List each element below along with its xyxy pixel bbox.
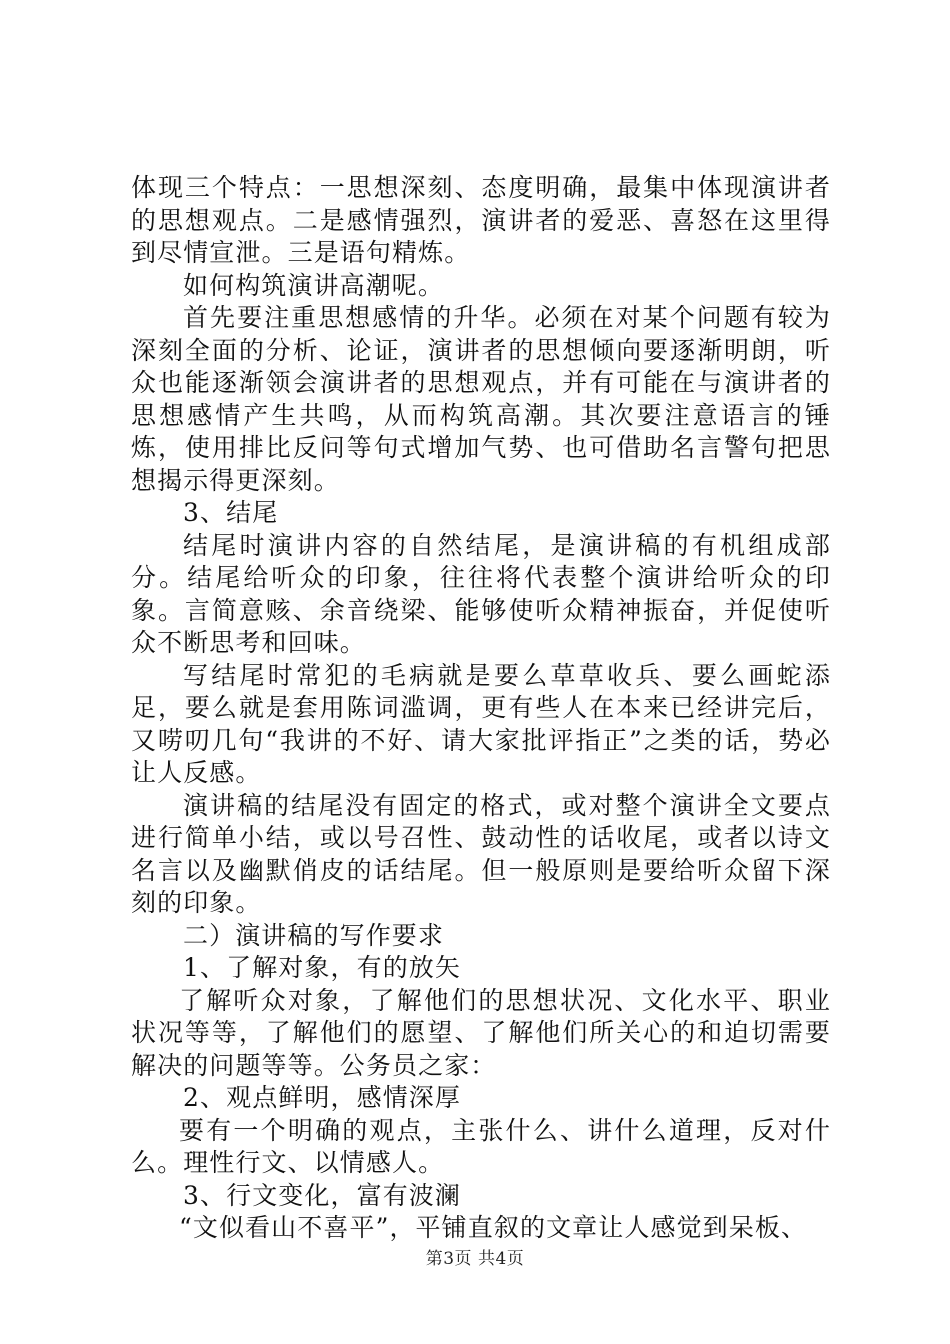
page-number: 第3页 共4页 bbox=[425, 1249, 525, 1269]
subsection-heading: 1、了解对象，有的放矢 bbox=[183, 953, 462, 982]
paragraph: “文似看山不喜平”，平铺直叙的文章让人感觉到呆板、 bbox=[179, 1213, 808, 1242]
paragraph: 首先要注重思想感情的升华。必须在对某个问题有较为深刻全面的分析、论证，演讲者的思想倾向要逐渐明朗，听众也能逐渐领会演讲者的思想观点，并有可能在与演讲者的思想感情产生共鸣，从而构筑高潮。其次要注意语言的锤炼，使用排比反问等句式增加气势、也可借助名言警句把思想揭示得更深刻。 bbox=[131, 303, 831, 495]
section-heading: 3、结尾 bbox=[183, 498, 279, 527]
paragraph: 写结尾时常犯的毛病就是要么草草收兵、要么画蛇添足，要么就是套用陈词滥调，更有些人在本来已经讲完后，又唠叨几句“我讲的不好、请大家批评指正”之类的话，势必让人反感。 bbox=[131, 660, 831, 787]
section-heading: 二）演讲稿的写作要求 bbox=[183, 920, 445, 950]
paragraph: 如何构筑演讲高潮呢。 bbox=[183, 270, 445, 300]
paragraph: 演讲稿的结尾没有固定的格式，或对整个演讲全文要点进行简单小结，或以号召性、鼓动性的话收尾，或者以诗文名言以及幽默俏皮的话结尾。但一般原则是要给听众留下深刻的印象。 bbox=[131, 790, 831, 917]
paragraph: 要有一个明确的观点，主张什么、讲什么道理，反对什么。理性行文、以情感人。 bbox=[131, 1115, 831, 1177]
subsection-heading: 3、行文变化，富有波澜 bbox=[183, 1180, 462, 1210]
paragraph: 了解听众对象，了解他们的思想状况、文化水平、职业状况等等，了解他们的愿望、了解他们所关心的和迫切需要解决的问题等等。公务员之家： bbox=[131, 985, 831, 1080]
paragraph: 结尾时演讲内容的自然结尾，是演讲稿的有机组成部分。结尾给听众的印象，往往将代表整个演讲给听众的印象。言简意赅、余音绕梁、能够使听众精神振奋，并促使听众不断思考和回味。 bbox=[131, 530, 831, 657]
page-footer bbox=[0, 1244, 950, 1269]
document-body bbox=[131, 172, 831, 1245]
paragraph: 体现三个特点：一思想深刻、态度明确，最集中体现演讲者的思想观点。二是感情强烈，演讲者的爱恶、喜怒在这里得到尽情宣泄。三是语句精炼。 bbox=[131, 173, 831, 267]
subsection-heading: 2、观点鲜明，感情深厚 bbox=[183, 1083, 462, 1112]
